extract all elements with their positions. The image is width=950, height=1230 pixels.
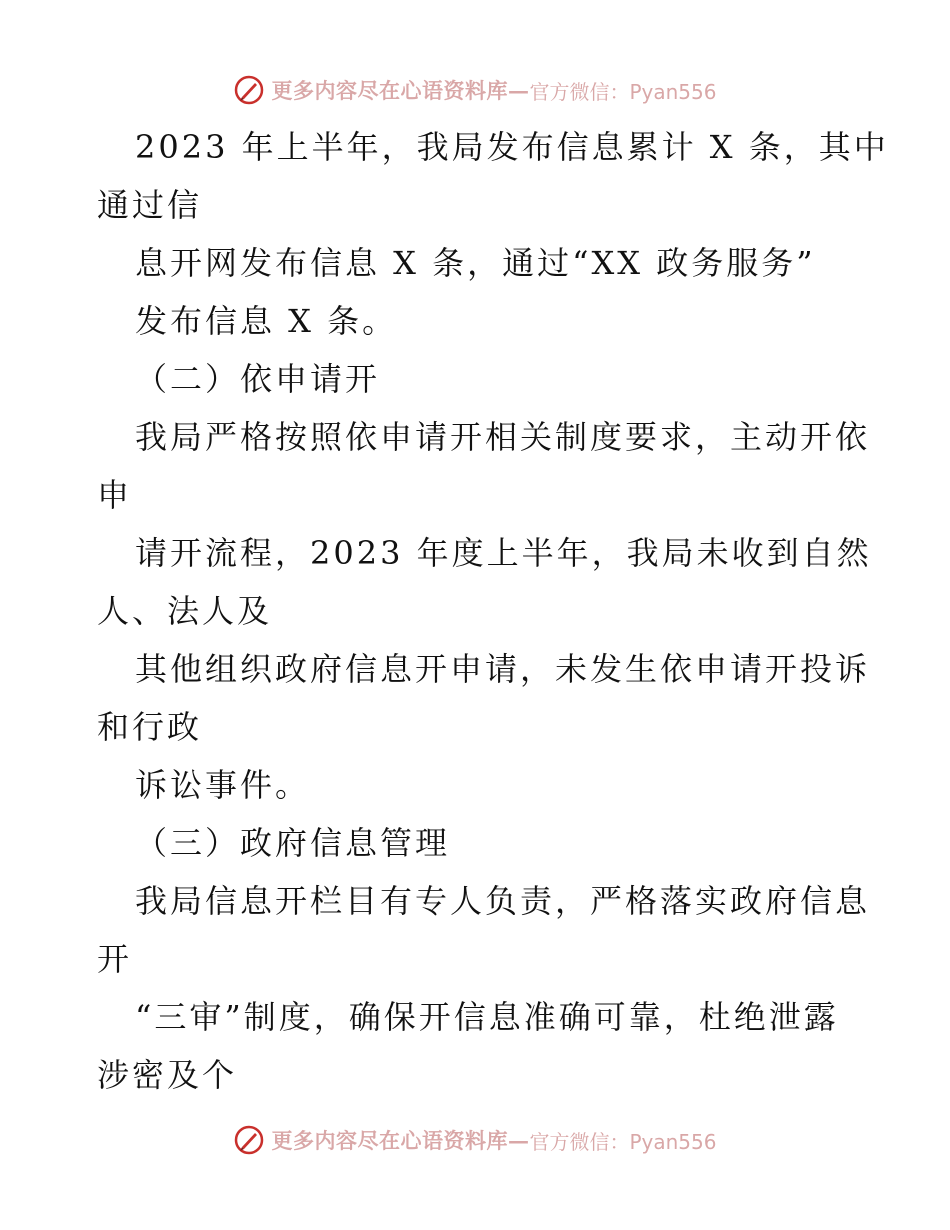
- watermark-sub-text: 官方微信：Pyan556: [529, 79, 717, 104]
- text-line: 人、法人及: [97, 592, 273, 630]
- text-line: “三审”制度，确保开信息准确可靠，杜绝泄露: [135, 998, 839, 1036]
- quill-logo-icon: [233, 74, 265, 106]
- quill-logo-icon: [233, 1124, 265, 1156]
- text-line: 通过信: [97, 186, 203, 224]
- text-line: 息开网发布信息 X 条，通过“XX 政务服务”: [135, 244, 816, 282]
- text-line: （二）依申请开: [135, 360, 381, 398]
- text-line: 请开流程，2023 年度上半年，我局未收到自然: [135, 534, 872, 572]
- text-line: 2023 年上半年，我局发布信息累计 X 条，其中: [135, 128, 889, 166]
- watermark-main-text: 更多内容尽在心语资料库—: [271, 78, 530, 103]
- watermark-main-text: 更多内容尽在心语资料库—: [271, 1128, 530, 1153]
- text-line: 其他组织政府信息开申请，未发生依申请开投诉: [135, 650, 871, 688]
- footer-watermark: [0, 1120, 950, 1160]
- text-line: 开: [97, 940, 133, 978]
- text-line: 涉密及个: [97, 1056, 238, 1094]
- text-line: 发布信息 X 条。: [135, 302, 398, 340]
- text-line: 我局信息开栏目有专人负责，严格落实政府信息: [135, 882, 871, 920]
- document-body: [97, 118, 889, 1104]
- text-line: （三）政府信息管理: [135, 824, 451, 862]
- text-line: 诉讼事件。: [135, 766, 311, 804]
- text-line: 我局严格按照依申请开相关制度要求，主动开依: [135, 418, 871, 456]
- text-line: 和行政: [97, 708, 203, 746]
- header-watermark: [0, 70, 950, 110]
- text-line: 申: [97, 476, 133, 514]
- watermark-sub-text: 官方微信：Pyan556: [529, 1129, 717, 1154]
